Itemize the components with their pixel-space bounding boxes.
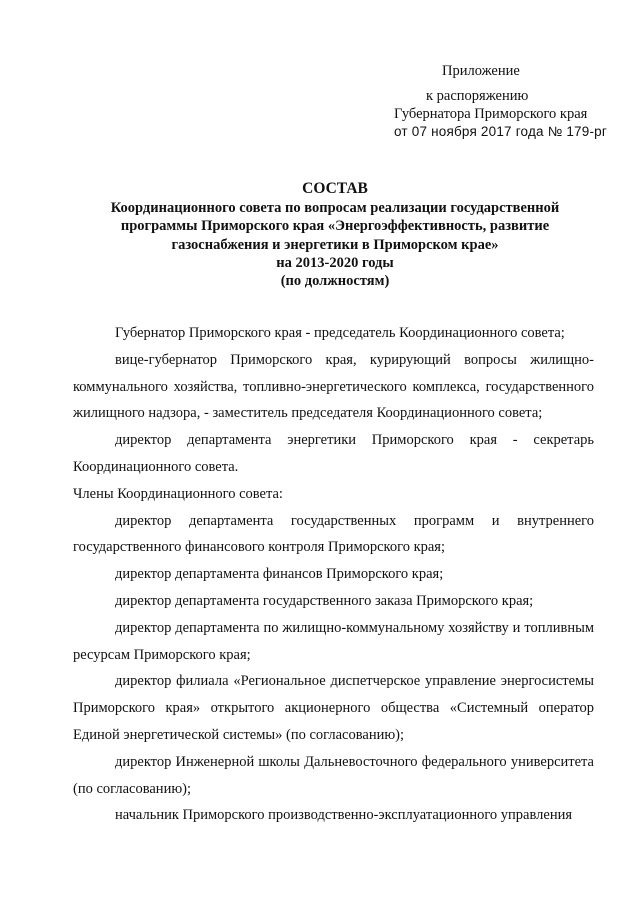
- paragraph-deputy-chairman: вице-губернатор Приморского края, курирующий вопросы жилищно-коммунального хозяйства, топливно-энергетического комплекса, государственного жилищного надзора, - заместитель председателя Координационного совета;: [73, 351, 594, 422]
- paragraph-member: директор Инженерной школы Дальневосточного федерального университета (по согласованию);: [73, 753, 594, 797]
- appendix-issuer: Губернатора Приморского края: [394, 106, 588, 122]
- document-body: [73, 320, 594, 829]
- paragraph-members-heading: Члены Координационного совета:: [73, 485, 283, 502]
- paragraph-member: директор департамента государственного заказа Приморского края;: [115, 592, 534, 609]
- heading-line-5: (по должностям): [280, 273, 390, 289]
- paragraph-member: директор департамента финансов Приморского края;: [115, 566, 444, 583]
- heading-line-1: Координационного совета по вопросам реализации государственной: [110, 200, 560, 216]
- appendix-label: Приложение: [442, 63, 520, 79]
- heading-line-2: программы Приморского края «Энергоэффективность, развитие: [120, 218, 550, 234]
- paragraph-member: начальник Приморского производственно-эксплуатационного управления: [115, 807, 573, 824]
- paragraph-member: директор филиала «Региональное диспетчерское управление энергосистемы Приморского края» открытого акционерного общества «Системный оператор Единой энергетической системы» (по согласованию);: [73, 673, 594, 743]
- paragraph-chairman: Губернатор Приморского края - председатель Координационного совета;: [115, 325, 565, 341]
- heading-line-4: на 2013-2020 годы: [276, 255, 394, 271]
- appendix-date-number: от 07 ноября 2017 года № 179-рг: [394, 124, 607, 139]
- appendix-order-ref: к распоряжению: [426, 88, 529, 104]
- paragraph-secretary: директор департамента энергетики Приморского края - секретарь Координационного совета.: [73, 432, 594, 475]
- paragraph-member: директор департамента по жилищно-коммунальному хозяйству и топливным ресурсам Приморского края;: [73, 619, 594, 663]
- heading-line-3: газоснабжения и энергетики в Приморском крае»: [171, 237, 499, 253]
- document-title: СОСТАВ: [302, 180, 368, 197]
- paragraph-member: директор департамента государственных программ и внутреннего государственного финансового контроля Приморского края;: [73, 512, 594, 556]
